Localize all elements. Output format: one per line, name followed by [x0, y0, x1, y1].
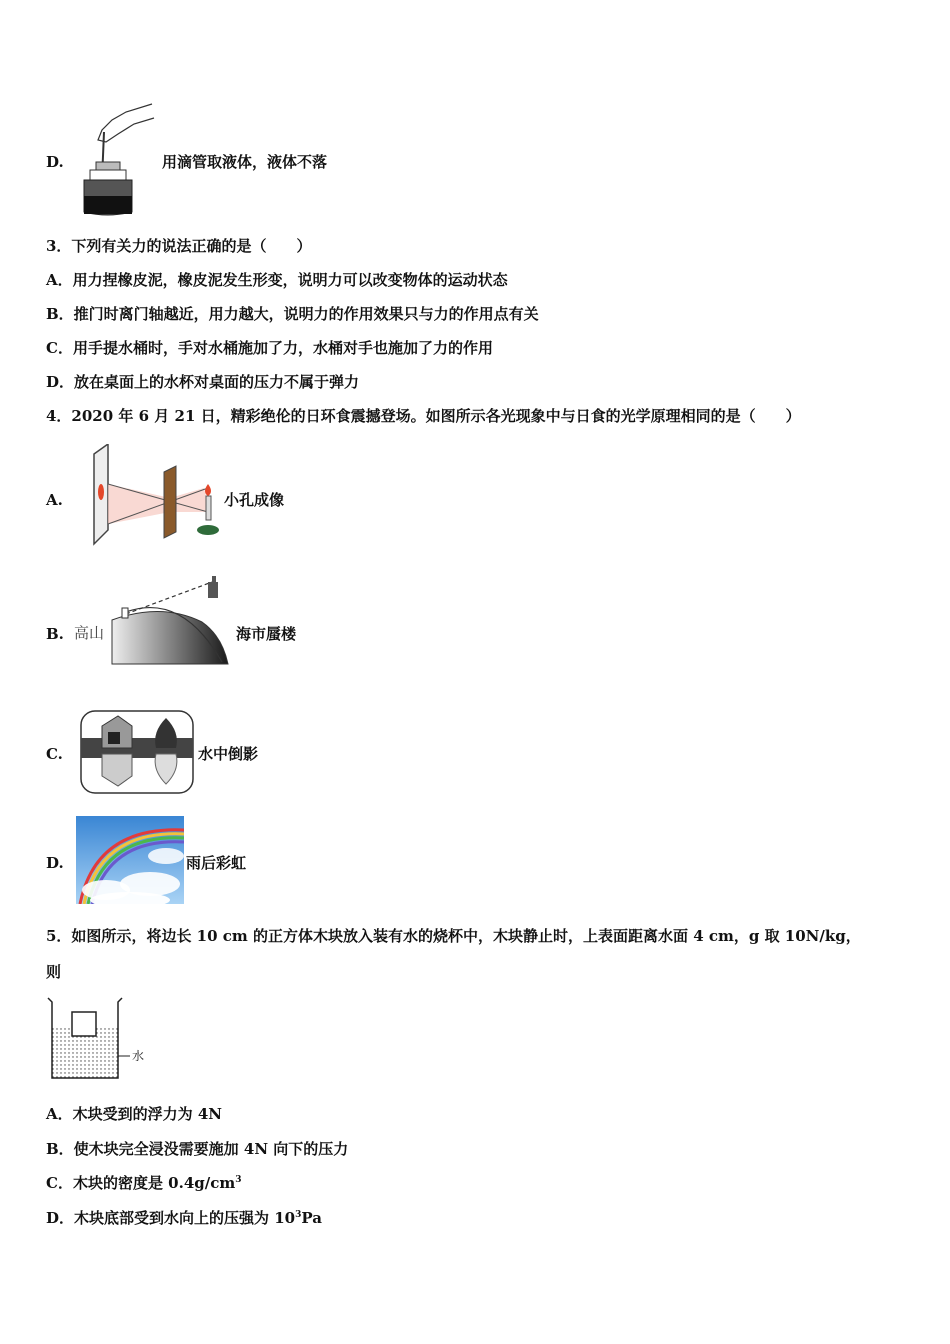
question-5-stem-continued: 则	[46, 963, 62, 981]
question-5-option-b: B．使木块完全浸没需要施加 4N 向下的压力	[46, 1140, 349, 1158]
question-3-option-c: C．用手提水桶时，手对水桶施加了力，水桶对手也施加了力的作用	[46, 339, 493, 357]
question-3-option-d: D．放在桌面上的水杯对桌面的压力不属于弹力	[46, 373, 360, 391]
question-5-option-a: A．木块受到的浮力为 4N	[46, 1105, 223, 1123]
option-letter: B.	[46, 625, 64, 643]
option-letter: D.	[46, 854, 64, 872]
question-5-stem: 5．如图所示，将边长 10 cm 的正方体木块放入装有水的烧杯中，木块静止时，上表面距离水面 4 cm，g 取 10N/kg，	[46, 927, 861, 945]
option-letter: C.	[46, 745, 63, 763]
unit-exponent: 3	[235, 1175, 242, 1185]
option-text: 用滴管取液体，液体不落	[162, 153, 328, 171]
option-letter: A.	[46, 491, 63, 509]
question-3-option-a: A．用力捏橡皮泥，橡皮泥发生形变，说明力可以改变物体的运动状态	[46, 271, 508, 289]
option-text: 海市蜃楼	[236, 625, 297, 643]
water-reflection-figure	[80, 710, 198, 796]
mirage-figure	[72, 572, 236, 670]
option-letter: D.	[46, 153, 64, 171]
option-text: 水中倒影	[198, 745, 259, 763]
question-3-option-b: B．推门时离门轴越近，用力越大，说明力的作用效果只与力的作用点有关	[46, 305, 539, 323]
figure-label-mountain: 高山	[74, 626, 105, 642]
option-c-text: C．木块的密度是 0.4g/cm	[46, 1174, 236, 1192]
option-d-text: D．木块底部受到水向上的压强为 10	[46, 1209, 296, 1227]
pinhole-camera-figure	[84, 444, 224, 550]
question-5-option-d	[46, 1208, 322, 1228]
beaker-figure	[44, 996, 156, 1084]
question-3-stem: 3．下列有关力的说法正确的是（ ）	[46, 237, 312, 255]
dropper-figure	[78, 100, 158, 220]
question-5-option-c	[46, 1173, 242, 1193]
figure-label-water: 水	[132, 1049, 145, 1063]
power-exponent: 3	[295, 1210, 302, 1220]
rainbow-figure	[76, 816, 184, 904]
unit-pa: Pa	[301, 1209, 322, 1227]
option-text: 雨后彩虹	[186, 854, 247, 872]
option-text: 小孔成像	[224, 491, 285, 509]
question-4-stem: 4．2020 年 6 月 21 日，精彩绝伦的日环食震撼登场。如图所示各光现象中与日食的光学原理相同的是（ ）	[46, 407, 801, 425]
